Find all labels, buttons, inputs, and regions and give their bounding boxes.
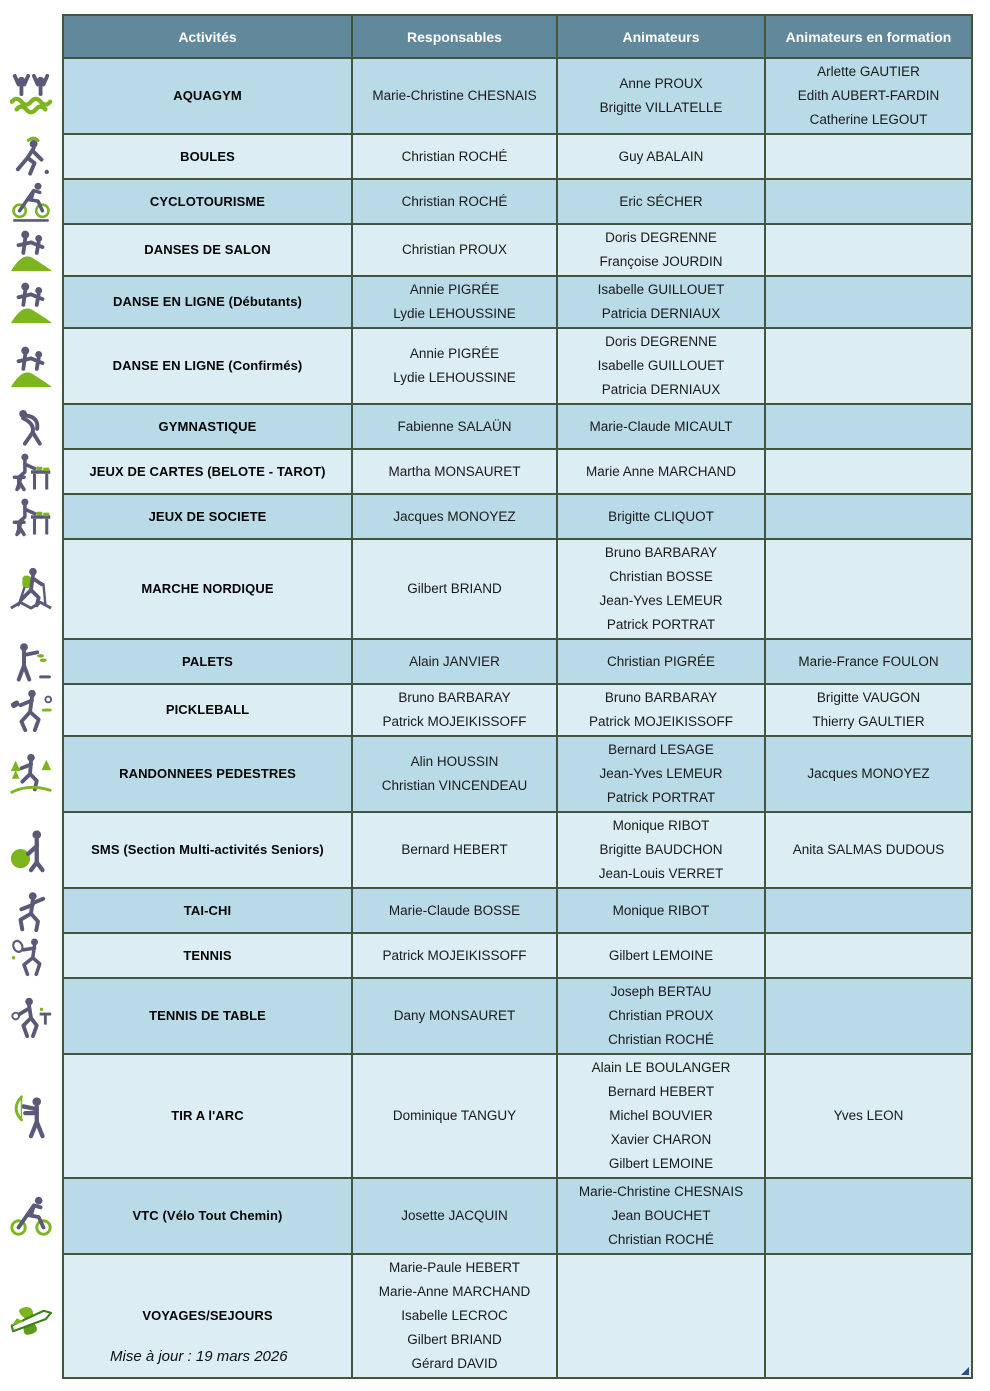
person-name: Dany MONSAURET <box>393 1008 516 1023</box>
person-name: Anita SALMAS DUDOUS <box>792 842 945 857</box>
person-name: Brigitte CLIQUOT <box>608 508 714 524</box>
activity-cell <box>63 684 352 736</box>
responsables-cell <box>352 328 557 404</box>
activity-icon-cell <box>0 179 63 224</box>
animateurs-cell <box>557 1054 765 1178</box>
activity-icon-cell <box>0 276 63 328</box>
person-name: Monique RIBOT <box>612 902 710 918</box>
person-name: Joseph BERTAU <box>610 984 712 999</box>
animateurs-formation-cell <box>765 933 972 978</box>
activity-name: JEUX DE CARTES (BELOTE - TAROT) <box>89 463 326 479</box>
table-row <box>0 1178 972 1254</box>
animateurs-formation-cell <box>765 1054 972 1178</box>
activity-name: AQUAGYM <box>173 88 242 103</box>
animateurs-formation-cell <box>765 812 972 888</box>
activity-cell <box>63 224 352 276</box>
person-name: Christian ROCHÉ <box>608 1232 714 1247</box>
person-name: Marie-Anne MARCHAND <box>378 1284 531 1299</box>
person-name: Arlette GAUTIER <box>817 64 920 79</box>
animateurs-cell <box>557 179 765 224</box>
animateurs-cell <box>557 134 765 179</box>
person-name: Alain JANVIER <box>409 653 500 669</box>
activity-name: TENNIS DE TABLE <box>149 1008 266 1023</box>
person-name: Christian PROUX <box>401 242 508 257</box>
activity-icon-cell <box>0 812 63 888</box>
person-name: Isabelle GUILLOUET <box>597 358 725 373</box>
card-player-icon <box>0 451 62 493</box>
responsables-cell <box>352 1178 557 1254</box>
animateurs-cell <box>557 1178 765 1254</box>
animateurs-formation-cell <box>765 404 972 449</box>
responsables-cell <box>352 134 557 179</box>
activity-name: PICKLEBALL <box>165 702 250 717</box>
card-player-icon <box>0 496 62 538</box>
table-row <box>0 134 972 179</box>
table-row <box>0 224 972 276</box>
responsables-cell <box>352 1054 557 1178</box>
activity-cell <box>63 812 352 888</box>
activity-name: PALETS <box>182 653 233 669</box>
person-name: Bernard HEBERT <box>401 842 508 857</box>
person-name: Brigitte BAUDCHON <box>599 842 723 857</box>
person-name: Josette JACQUIN <box>401 1208 508 1223</box>
responsables-cell <box>352 449 557 494</box>
person-name: Catherine LEGOUT <box>809 112 928 127</box>
archer-icon <box>0 1093 62 1139</box>
pickleball-player-icon <box>0 687 62 733</box>
table-row <box>0 449 972 494</box>
animateurs-formation-cell <box>765 224 972 276</box>
animateurs-formation-cell <box>765 276 972 328</box>
person-name: Christian ROCHÉ <box>401 193 508 209</box>
activity-cell <box>63 933 352 978</box>
person-name: Jean-Yves LEMEUR <box>599 593 723 608</box>
activity-name: VTC (Vélo Tout Chemin) <box>132 1208 283 1223</box>
person-name: Gilbert BRIAND <box>407 1332 502 1347</box>
person-name: Alain LE BOULANGER <box>591 1060 731 1075</box>
palet-thrower-icon <box>0 641 62 683</box>
activity-name: SMS (Section Multi-activités Seniors) <box>91 842 324 857</box>
responsables-cell <box>352 684 557 736</box>
activity-cell <box>63 134 352 179</box>
activity-icon-cell <box>0 933 63 978</box>
person-name: Jean-Louis VERRET <box>598 866 724 881</box>
animateurs-formation-cell <box>765 736 972 812</box>
activity-name: TAI-CHI <box>183 902 232 918</box>
person-name: Gérard DAVID <box>411 1356 498 1371</box>
activity-icon-cell <box>0 539 63 639</box>
animateurs-cell <box>557 539 765 639</box>
animateurs-cell <box>557 404 765 449</box>
table-row <box>0 58 972 134</box>
person-name: Gilbert LEMOINE <box>608 947 714 963</box>
cyclist-vtc-icon <box>0 1193 62 1239</box>
icon-column-spacer <box>0 15 63 58</box>
activity-icon-cell <box>0 328 63 404</box>
animateurs-cell <box>557 978 765 1054</box>
person-name: Martha MONSAURET <box>388 463 521 479</box>
person-name: Jacques MONOYEZ <box>807 766 930 781</box>
exercise-ball-icon <box>0 827 62 873</box>
activity-icon-cell <box>0 449 63 494</box>
person-name: Bruno BARBARAY <box>604 545 718 560</box>
table-row <box>0 1054 972 1178</box>
table-row <box>0 978 972 1054</box>
activity-cell <box>63 179 352 224</box>
column-header-animateurs: Animateurs <box>557 15 765 58</box>
animateurs-cell <box>557 933 765 978</box>
animateurs-formation-cell <box>765 639 972 684</box>
person-name: Marie Anne MARCHAND <box>585 463 737 479</box>
person-name: Christian BOSSE <box>609 569 713 584</box>
responsables-cell <box>352 1254 557 1378</box>
person-name: Isabelle GUILLOUET <box>597 282 725 297</box>
person-name: Guy ABALAIN <box>618 148 704 164</box>
table-row <box>0 494 972 539</box>
activity-cell <box>63 888 352 933</box>
column-header-responsables: Responsables <box>352 15 557 58</box>
animateurs-cell <box>557 449 765 494</box>
nordic-walker-icon <box>0 566 62 612</box>
person-name: Doris DEGRENNE <box>605 334 717 349</box>
responsables-cell <box>352 978 557 1054</box>
table-row <box>0 179 972 224</box>
person-name: Eric SÉCHER <box>619 193 703 209</box>
table-header <box>0 15 972 58</box>
activity-cell <box>63 1178 352 1254</box>
responsables-cell <box>352 933 557 978</box>
activity-name: JEUX DE SOCIETE <box>148 508 267 524</box>
person-name: Patrick MOJEIKISSOFF <box>382 714 527 729</box>
activity-icon-cell <box>0 134 63 179</box>
activity-icon-cell <box>0 978 63 1054</box>
person-name: Edith AUBERT-FARDIN <box>797 88 940 103</box>
person-name: Christian VINCENDEAU <box>381 778 528 793</box>
table-body <box>0 58 972 1378</box>
cyclist-road-icon <box>0 181 62 223</box>
activity-icon-cell <box>0 404 63 449</box>
ballroom-dancers-icon <box>0 227 62 273</box>
person-name: Christian ROCHÉ <box>401 148 508 164</box>
activity-name: RANDONNEES PEDESTRES <box>119 766 296 781</box>
person-name: Anne PROUX <box>619 76 703 91</box>
table-row <box>0 888 972 933</box>
table-row <box>0 812 972 888</box>
person-name: Dominique TANGUY <box>392 1108 517 1123</box>
activity-icon-cell <box>0 888 63 933</box>
animateurs-formation-cell <box>765 179 972 224</box>
person-name: Fabienne SALAÜN <box>397 418 512 434</box>
person-name: Jean-Yves LEMEUR <box>599 766 723 781</box>
activity-name: CYCLOTOURISME <box>149 193 266 209</box>
activity-cell <box>63 539 352 639</box>
column-header-activites: Activités <box>63 15 352 58</box>
animateurs-formation-cell <box>765 1254 972 1378</box>
animateurs-formation-cell <box>765 539 972 639</box>
animateurs-cell <box>557 328 765 404</box>
table-row <box>0 539 972 639</box>
person-name: Thierry GAULTIER <box>812 714 925 729</box>
activity-icon-cell <box>0 494 63 539</box>
last-updated-note: Mise à jour : 19 mars 2026 <box>110 1348 288 1365</box>
ballroom-dancers-icon <box>0 279 62 325</box>
activity-icon-cell <box>0 736 63 812</box>
person-name: Isabelle LECROC <box>401 1308 508 1323</box>
person-name: Doris DEGRENNE <box>605 230 717 245</box>
person-name: Christian PIGRÉE <box>606 653 716 669</box>
activity-name: DANSES DE SALON <box>144 242 271 257</box>
table-row <box>0 276 972 328</box>
animateurs-formation-cell <box>765 58 972 134</box>
tennis-player-icon <box>0 935 62 977</box>
person-name: Bernard LESAGE <box>608 742 714 757</box>
animateurs-formation-cell <box>765 888 972 933</box>
responsables-cell <box>352 58 557 134</box>
person-name: Annie PIGRÉE <box>409 346 500 361</box>
person-name: Christian PROUX <box>608 1008 714 1023</box>
person-name: Jean BOUCHET <box>611 1208 711 1223</box>
person-name: Patrick MOJEIKISSOFF <box>588 714 734 729</box>
person-name: Patricia DERNIAUX <box>601 306 721 321</box>
animateurs-formation-cell <box>765 684 972 736</box>
column-header-animateurs-formation: Animateurs en formation <box>765 15 972 58</box>
person-name: Monique RIBOT <box>612 818 710 833</box>
person-name: Xavier CHARON <box>610 1132 712 1147</box>
person-name: Lydie LEHOUSSINE <box>393 370 516 385</box>
activity-name: DANSE EN LIGNE (Débutants) <box>113 294 302 309</box>
person-name: Marie-Claude BOSSE <box>388 902 521 918</box>
person-name: Christian ROCHÉ <box>608 1032 714 1047</box>
activities-table <box>0 14 973 1379</box>
person-name: Patrick MOJEIKISSOFF <box>382 947 527 963</box>
animateurs-cell <box>557 494 765 539</box>
activity-cell <box>63 978 352 1054</box>
aquagym-swimmers-icon <box>0 73 62 119</box>
animateurs-formation-cell <box>765 494 972 539</box>
activity-icon-cell <box>0 684 63 736</box>
person-name: Patrick PORTRAT <box>606 617 716 632</box>
person-name: Alin HOUSSIN <box>410 754 499 769</box>
person-name: Bruno BARBARAY <box>398 690 511 705</box>
person-name: Marie-Claude MICAULT <box>589 418 733 434</box>
person-name: Yves LEON <box>833 1108 904 1123</box>
animateurs-cell <box>557 684 765 736</box>
activity-name: GYMNASTIQUE <box>158 418 257 434</box>
responsables-cell <box>352 539 557 639</box>
activity-icon-cell <box>0 224 63 276</box>
responsables-cell <box>352 888 557 933</box>
animateurs-cell <box>557 736 765 812</box>
activity-name: DANSE EN LIGNE (Confirmés) <box>112 358 303 373</box>
person-name: Lydie LEHOUSSINE <box>393 306 516 321</box>
table-row <box>0 933 972 978</box>
person-name: Annie PIGRÉE <box>409 282 500 297</box>
table-tennis-player-icon <box>0 993 62 1039</box>
person-name: Marie-Christine CHESNAIS <box>372 88 537 103</box>
animateurs-cell <box>557 224 765 276</box>
animateurs-formation-cell <box>765 449 972 494</box>
tai-chi-icon <box>0 890 62 932</box>
activity-name: BOULES <box>180 148 235 164</box>
responsables-cell <box>352 494 557 539</box>
animateurs-cell <box>557 888 765 933</box>
animateurs-cell <box>557 1254 765 1378</box>
responsables-cell <box>352 276 557 328</box>
person-name: Bruno BARBARAY <box>604 690 718 705</box>
person-name: Michel BOUVIER <box>609 1108 713 1123</box>
ballroom-dancers-icon <box>0 343 62 389</box>
activity-icon-cell <box>0 1178 63 1254</box>
table-row <box>0 684 972 736</box>
person-name: Bernard HEBERT <box>607 1084 715 1099</box>
table-resize-handle-icon <box>961 1367 969 1375</box>
person-name: Gilbert LEMOINE <box>608 1156 714 1171</box>
responsables-cell <box>352 179 557 224</box>
animateurs-cell <box>557 58 765 134</box>
airplane-icon <box>0 1293 62 1339</box>
activity-cell <box>63 404 352 449</box>
animateurs-formation-cell <box>765 328 972 404</box>
table-row <box>0 639 972 684</box>
person-name: Patrick PORTRAT <box>606 790 716 805</box>
table-row <box>0 736 972 812</box>
activity-icon-cell <box>0 58 63 134</box>
activity-name: TIR A l'ARC <box>171 1108 244 1123</box>
activity-cell <box>63 276 352 328</box>
person-name: Patricia DERNIAUX <box>601 382 721 397</box>
activity-name: TENNIS <box>183 947 232 963</box>
hiker-icon <box>0 751 62 797</box>
activity-cell <box>63 449 352 494</box>
person-name: Marie-Christine CHESNAIS <box>578 1184 744 1199</box>
activity-cell <box>63 736 352 812</box>
person-name: Jacques MONOYEZ <box>393 508 516 524</box>
animateurs-cell <box>557 812 765 888</box>
person-name: Gilbert BRIAND <box>407 581 502 596</box>
animateurs-formation-cell <box>765 978 972 1054</box>
person-name: Brigitte VILLATELLE <box>599 100 723 115</box>
animateurs-cell <box>557 276 765 328</box>
activity-cell <box>63 639 352 684</box>
activity-name: MARCHE NORDIQUE <box>141 581 274 596</box>
table-row <box>0 328 972 404</box>
activity-icon-cell <box>0 639 63 684</box>
activity-cell <box>63 1054 352 1178</box>
activity-cell <box>63 328 352 404</box>
responsables-cell <box>352 224 557 276</box>
responsables-cell <box>352 736 557 812</box>
gymnast-icon <box>0 406 62 448</box>
person-name: Françoise JOURDIN <box>599 254 723 269</box>
person-name: Marie-Paule HEBERT <box>388 1260 521 1275</box>
responsables-cell <box>352 639 557 684</box>
person-name: Marie-France FOULON <box>798 653 939 669</box>
animateurs-formation-cell <box>765 134 972 179</box>
activity-icon-cell <box>0 1054 63 1178</box>
animateurs-formation-cell <box>765 1178 972 1254</box>
responsables-cell <box>352 812 557 888</box>
activity-name: VOYAGES/SEJOURS <box>142 1308 273 1323</box>
responsables-cell <box>352 404 557 449</box>
boules-player-icon <box>0 136 62 178</box>
person-name: Brigitte VAUGON <box>816 690 921 705</box>
table-row <box>0 404 972 449</box>
animateurs-cell <box>557 639 765 684</box>
activity-icon-cell <box>0 1254 63 1378</box>
activity-cell <box>63 58 352 134</box>
activity-cell <box>63 494 352 539</box>
